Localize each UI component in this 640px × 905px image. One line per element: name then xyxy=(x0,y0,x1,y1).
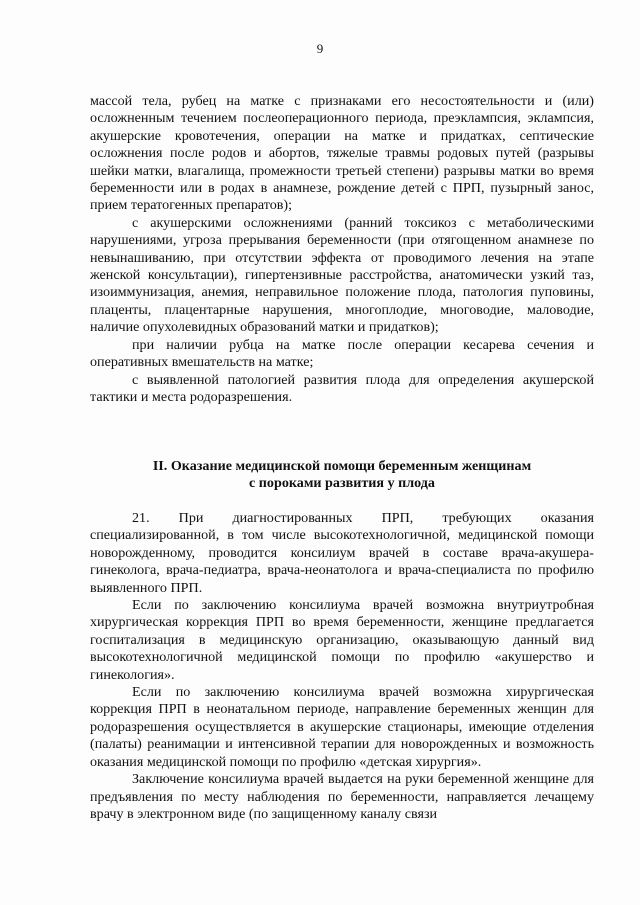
paragraph-21-consilium: 21. При диагностированных ПРП, требующих оказания специализированной, в том числе высокотехнологичной, медицинской помощи новорожденному, проводится консилиум врачей в составе врача-акушера-гинеколога, врача-педиатра, врача-неонатолога и врача-специалиста по профилю выявленного ПРП. xyxy=(90,510,594,596)
paragraph-intrauterine-correction: Если по заключению консилиума врачей возможна внутриутробная хирургическая коррекция ПРП во время беременности, женщине предлагается госпитализация в медицинскую организацию, оказывающую данный вид высокотехнологичной медицинской помощи по профилю «акушерство и гинекология». xyxy=(90,597,594,683)
paragraph-fetal-pathology: с выявленной патологией развития плода для определения акушерской тактики и места родоразрешения. xyxy=(90,371,594,405)
body-text-top xyxy=(90,93,594,406)
paragraph-obstetric-complications: с акушерскими осложнениями (ранний токсикоз с метаболическими нарушениями, угроза прерывания беременности (при отягощенном анамнезе по невынашиванию, при отсутствии эффекта от проводимого лечения на этапе женской консультации), гипертензивные расстройства, анатомически узкий таз, изоиммунизация, анемия, неправильное положение плода, патология пуповины, плаценты, плацентарные нарушения, многоплодие, многоводие, маловодие, наличие опухолевидных образований матки и придатков); xyxy=(90,214,594,336)
paragraph-consilium-conclusion: Заключение консилиума врачей выдается на руки беременной женщине для предъявления по месту наблюдения по беременности, направляется лечащему врачу в электронном виде (по защищенному каналу связи xyxy=(90,771,594,822)
page-number: 9 xyxy=(316,41,324,56)
paragraph-neonatal-correction: Если по заключению консилиума врачей возможна хирургическая коррекция ПРП в неонатальном периоде, направление беременных женщин для родоразрешения осуществляется в акушерские стационары, имеющие отделения (палаты) реанимации и интенсивной терапии для новорожденных и возможность оказания медицинской помощи по профилю «детская хирургия». xyxy=(90,684,594,770)
section-heading xyxy=(90,458,594,493)
body-text-bottom xyxy=(90,510,594,823)
section-heading-line-1: II. Оказание медицинской помощи беременным женщинам xyxy=(152,458,532,474)
paragraph-uterine-scar: при наличии рубца на матке после операции кесарева сечения и оперативных вмешательств на матке; xyxy=(90,336,594,371)
section-heading-line-2: с пороками развития у плода xyxy=(249,475,435,492)
paragraph-risk-factors-continued: массой тела, рубец на матке с признаками его несостоятельности и (или) осложненным течением послеоперационного периода, преэклампсия, эклампсия, акушерские кровотечения, операции на матке и придатках, септические осложнения после родов и абортов, тяжелые травмы родовых путей (разрывы шейки матки, влагалища, промежности третьей степени) разрывы матки во время беременности или в родах в анамнезе, рождение детей с ПРП, пузырный занос, прием тератогенных препаратов); xyxy=(90,93,594,214)
